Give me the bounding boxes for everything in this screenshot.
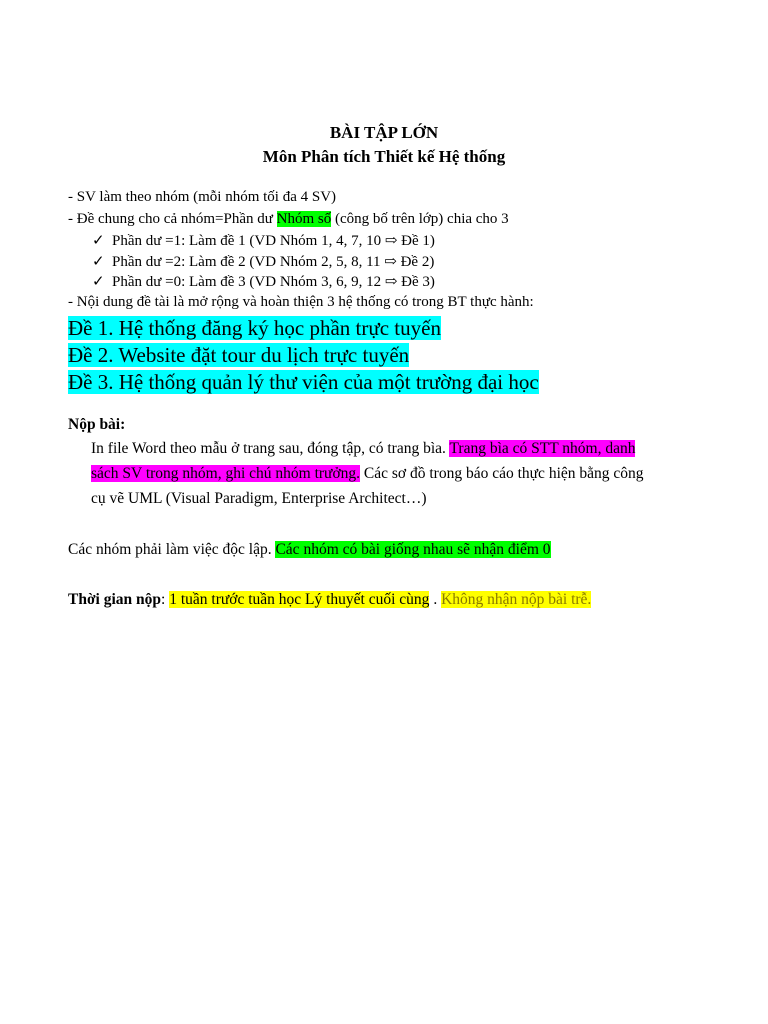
checkmark-icon: ✓ xyxy=(92,274,105,290)
submission-line-1 xyxy=(91,436,635,461)
check-item-text: Phần dư =2: Làm đề 2 (VD Nhóm 2, 5, 8, 11 ⇨ Đề 2) xyxy=(112,254,435,270)
submission-text-diagrams: Các sơ đồ trong báo cáo thực hiện bằng công xyxy=(360,465,644,482)
topic-1 xyxy=(68,315,441,341)
group-number-highlight: Nhóm số xyxy=(276,211,332,227)
deadline-line xyxy=(68,587,591,612)
deadline-label: Thời gian nộp xyxy=(68,591,162,608)
topic-1-text: Đề 1. Hệ thống đăng ký học phần trực tuyến xyxy=(68,316,441,340)
submission-heading: Nộp bài: xyxy=(68,416,126,433)
document-title: BÀI TẬP LỚN xyxy=(329,123,439,142)
cover-page-highlight: Trang bìa có STT nhóm, danh xyxy=(449,440,636,457)
check-item-remainder-1 xyxy=(92,232,435,251)
zero-score-highlight: Các nhóm có bài giống nhau sẽ nhận điểm 0 xyxy=(275,541,551,558)
intro-line-content: - Nội dung đề tài là mở rộng và hoàn thiện 3 hệ thống có trong BT thực hành: xyxy=(68,294,534,310)
check-item-text: Phần dư =0: Làm đề 3 (VD Nhóm 3, 6, 9, 12 ⇨ Đề 3) xyxy=(112,274,435,290)
intro-line-topic-rule xyxy=(68,210,509,229)
deadline-separator: . xyxy=(429,591,442,608)
checkmark-icon: ✓ xyxy=(92,254,105,270)
topic-2 xyxy=(68,342,409,368)
deadline-colon: : xyxy=(161,591,170,608)
topic-2-text: Đề 2. Website đặt tour du lịch trực tuyến xyxy=(68,343,410,367)
rule-text-end: (công bố trên lớp) chia cho 3 xyxy=(331,211,509,227)
rule-text-start: - Đề chung cho cả nhóm=Phần dư xyxy=(68,211,277,227)
submission-line-3: cụ vẽ UML (Visual Paradigm, Enterprise Architect…) xyxy=(91,490,427,507)
check-item-text: Phần dư =1: Làm đề 1 (VD Nhóm 1, 4, 7, 10 ⇨ Đề 1) xyxy=(112,233,435,249)
topic-3-text: Đề 3. Hệ thống quản lý thư viện của một trường đại học xyxy=(68,370,539,394)
checkmark-icon: ✓ xyxy=(92,233,105,249)
member-list-highlight: sách SV trong nhóm, ghi chú nhóm trưởng. xyxy=(91,465,361,482)
independence-line xyxy=(68,537,551,562)
intro-line-group-size: - SV làm theo nhóm (mỗi nhóm tối đa 4 SV) xyxy=(68,189,337,205)
document-subtitle: Môn Phân tích Thiết kế Hệ thống xyxy=(262,147,506,166)
check-item-remainder-2 xyxy=(92,253,434,272)
submission-text-start: In file Word theo mẫu ở trang sau, đóng tập, có trang bìa. xyxy=(91,440,450,457)
independence-text: Các nhóm phải làm việc độc lập. xyxy=(68,541,276,558)
topic-3 xyxy=(68,369,539,395)
deadline-highlight: 1 tuần trước tuần học Lý thuyết cuối cùng xyxy=(169,591,430,608)
check-item-remainder-0 xyxy=(92,273,435,292)
submission-line-2 xyxy=(91,461,644,486)
no-late-highlight: Không nhận nộp bài trễ. xyxy=(441,591,592,608)
